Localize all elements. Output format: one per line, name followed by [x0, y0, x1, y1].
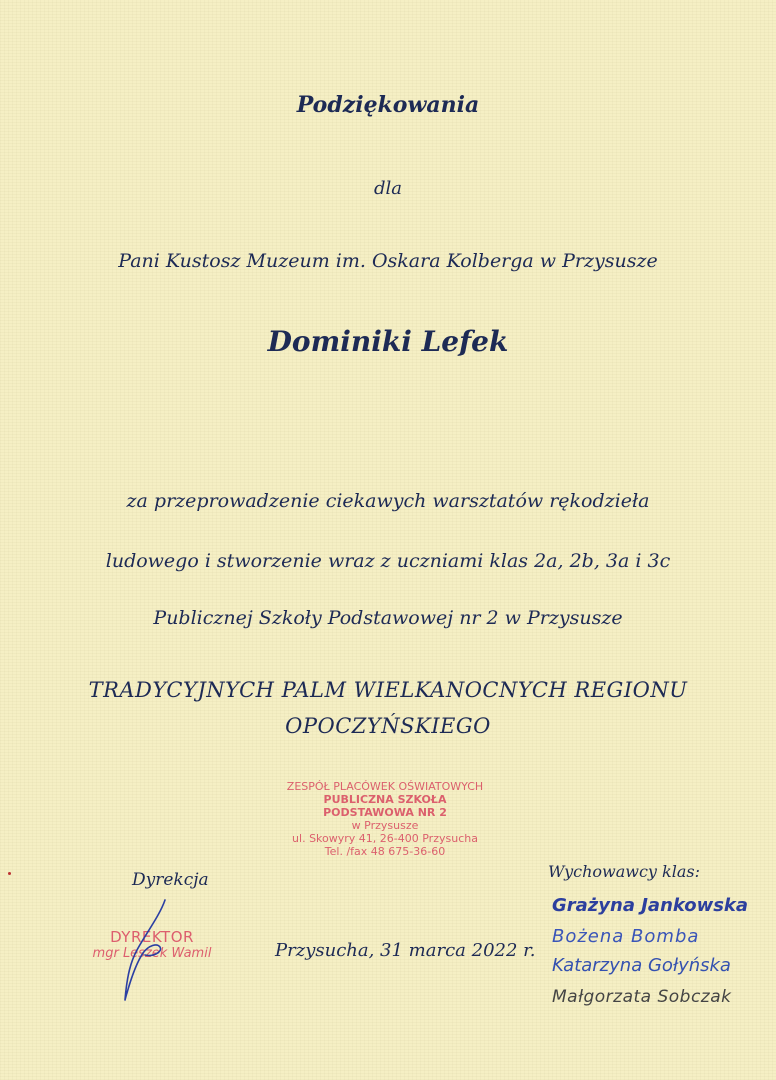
teachers-label: Wychowawcy klas:	[548, 862, 700, 881]
stamp-line: w Przysusze	[351, 819, 419, 832]
teacher-signature: Małgorzata Sobczak	[552, 987, 732, 1007]
director-stamp-title: DYREKTOR	[110, 928, 194, 946]
teacher-signature: Grażyna Jankowska	[552, 895, 749, 916]
directorate-label: Dyrekcja	[132, 870, 209, 890]
project-title-line: OPOCZYŃSKIEGO	[285, 714, 491, 738]
reason-line: Publicznej Szkoły Podstawowej nr 2 w Przysusze	[153, 607, 623, 629]
place-and-date: Przysucha, 31 marca 2022 r.	[275, 940, 536, 961]
stamp-line: PODSTAWOWA NR 2	[323, 806, 447, 819]
speck	[8, 872, 11, 875]
teacher-signature: Katarzyna Gołyńska	[552, 955, 731, 976]
stamp-line: ZESPÓŁ PLACÓWEK OŚWIATOWYCH	[286, 780, 484, 793]
reason-line: za przeprowadzenie ciekawych warsztatów rękodzieła	[126, 490, 650, 512]
stamp-line: PUBLICZNA SZKOŁA	[323, 793, 447, 806]
reason-line: ludowego i stworzenie wraz z uczniami klas 2a, 2b, 3a i 3c	[105, 550, 671, 572]
director-signature-icon	[105, 895, 175, 1005]
director-stamp-name: mgr Leszek Wamil	[92, 946, 212, 961]
document-title: Podziękowania	[296, 92, 480, 118]
for-label: dla	[373, 178, 402, 199]
recipient-role: Pani Kustosz Muzeum im. Oskara Kolberga w Przysusze	[118, 250, 658, 272]
teacher-signature: Bożena Bomba	[552, 926, 700, 947]
stamp-line: ul. Skowyry 41, 26-400 Przysucha	[292, 832, 478, 845]
stamp-line: Tel. /fax 48 675-36-60	[324, 845, 446, 858]
recipient-name: Dominiki Lefek	[267, 325, 509, 358]
school-stamp	[250, 780, 520, 858]
project-title-line: TRADYCYJNYCH PALM WIELKANOCNYCH REGIONU	[88, 678, 688, 702]
